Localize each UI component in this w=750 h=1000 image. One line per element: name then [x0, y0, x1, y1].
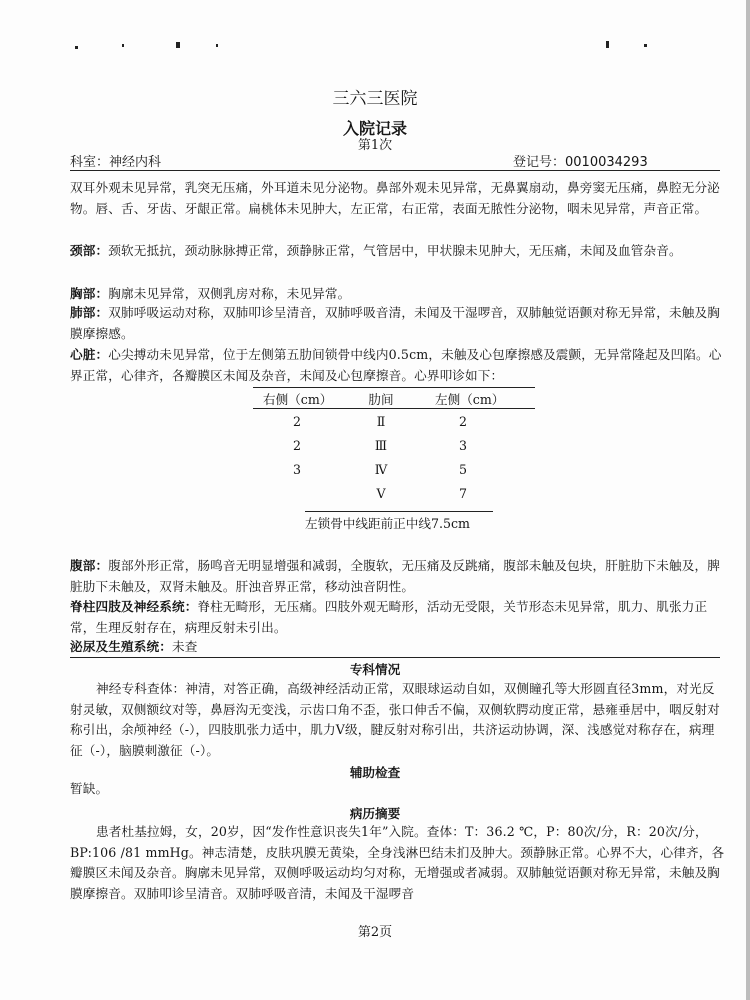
- header-rib: 肋间: [339, 388, 423, 409]
- neck-text: 颈软无抵抗，颈动脉脉搏正常，颈静脉正常，气管居中，甲状腺未见肿大，无压痛，未闻及血管杂音。: [108, 243, 682, 258]
- department: 科室：神经内科: [70, 155, 162, 170]
- section-divider: [70, 657, 720, 658]
- header-right: 右侧（cm）: [253, 388, 339, 409]
- neck-exam: [70, 241, 726, 262]
- spine-text: 脊柱无畸形，无压痛。四肢外观无畸形，活动无受限，关节形态未见异常，肌力、肌张力正常，生理反射存在，病理反射未引出。: [70, 599, 708, 635]
- hospital-name: 三六三医院: [332, 89, 418, 109]
- auxiliary-text: 暂缺。: [70, 781, 109, 796]
- cell-right: [253, 481, 339, 505]
- lung-label: 肺部：: [70, 305, 109, 320]
- cell-rib: Ⅲ: [374, 437, 388, 453]
- cell-right: 3: [293, 461, 302, 477]
- visit-number: 第1次: [357, 138, 393, 153]
- scan-speck: [216, 44, 218, 47]
- header-left: 左侧（cm）: [423, 388, 535, 409]
- table-row: [253, 457, 535, 481]
- scan-speck: [644, 44, 647, 47]
- cell-left: 2: [459, 413, 468, 429]
- table-row: [253, 409, 535, 434]
- abdomen-label: 腹部：: [70, 558, 109, 573]
- neck-label: 颈部：: [70, 243, 109, 258]
- specialty-text: 神经专科查体：神清，对答正确，高级神经活动正常，双眼球运动自如，双侧瞳孔等大形圆直径3mm，对光反射灵敏，双侧额纹对等，鼻唇沟无变浅，示齿口角不歪，张口伸舌不偏，双侧软腭动度正常，悬雍垂居中，咽反射对称引出，余颅神经（-），四肢肌张力适中，肌力Ⅴ级，腱反射对称引出，共济运动协调，深、浅感觉对称存在，病理征（-），脑膜刺激征（-）。: [70, 681, 720, 758]
- specialty-title: 专科情况: [349, 662, 401, 677]
- lung-text: 双肺呼吸运动对称，双肺叩诊呈清音，双肺呼吸音清，未闻及干湿啰音，双肺触觉语颤对称无异常，未触及胸膜摩擦感。: [70, 305, 720, 341]
- table-footnote: 左锁骨中线距前正中线7.5cm: [305, 511, 493, 532]
- summary-title: 病历摘要: [349, 806, 401, 821]
- registration-number: 登记号：0010034293: [513, 155, 648, 170]
- spine-exam: [70, 597, 726, 638]
- cell-left: 7: [459, 485, 468, 501]
- heart-label: 心脏：: [70, 347, 109, 362]
- abdomen-text: 腹部外形正常，肠鸣音无明显增强和减弱，全腹软，无压痛及反跳痛，腹部未触及包块，肝脏肋下未触及，脾脏肋下未触及，双肾未触及。肝浊音界正常，移动浊音阴性。: [70, 558, 720, 594]
- abdomen-exam: [70, 556, 726, 597]
- chest-text: 胸廓未见异常，双侧乳房对称，未见异常。: [108, 286, 351, 301]
- chest-exam: [70, 284, 726, 305]
- cell-right: 2: [293, 413, 302, 429]
- scan-speck: [122, 44, 124, 47]
- table-row: [253, 481, 535, 505]
- header-divider: [70, 170, 720, 171]
- summary-text: 患者杜基拉姆，女，20岁，因“发作性意识丧失1年”入院。查体：T：36.2 ℃，P：80次/分，R：20次/分，BP:106 /81 mmHg。神志清楚，皮肤巩膜无黄染，全身浅淋巴结未扪及肿大。颈静脉正常。心界不大，心律齐，各瓣膜区未闻及杂音。胸廓未见异常，双侧呼吸运动均匀对称，无增强或者减弱。双肺触觉语颤对称无异常，未触及胸膜摩擦音。双肺叩诊呈清音。双肺呼吸音清，未闻及干湿啰音: [70, 824, 725, 901]
- lung-exam: [70, 303, 726, 344]
- cell-rib: Ⅱ: [376, 413, 386, 429]
- auxiliary-title: 辅助检查: [349, 765, 401, 780]
- scan-speck: [176, 42, 180, 48]
- cell-right: 2: [293, 437, 302, 453]
- heart-text: 心尖搏动未见异常，位于左侧第五肋间锁骨中线内0.5cm，未触及心包摩擦感及震颤，无异常隆起及凹陷。心界正常，心律齐，各瓣膜区未闻及杂音，未闻及心包摩擦音。心界叩诊如下：: [70, 347, 722, 383]
- cell-rib: Ⅳ: [374, 461, 388, 477]
- cell-left: 5: [459, 461, 468, 477]
- scan-speck: [606, 41, 609, 48]
- cell-rib: Ⅴ: [376, 485, 386, 501]
- ent-text: 双耳外观未见异常，乳突无压痛，外耳道未见分泌物。鼻部外观未见异常，无鼻翼扇动，鼻旁窦无压痛，鼻腔无分泌物。唇、舌、牙齿、牙龈正常。扁桃体未见肿大，左正常，右正常，表面无脓性分泌物，咽未见异常，声音正常。: [70, 180, 720, 216]
- uro-exam: [70, 637, 726, 658]
- cell-left: 3: [459, 437, 468, 453]
- uro-label: 泌尿及生殖系统：: [70, 639, 172, 654]
- heart-exam: [70, 345, 726, 386]
- table-header-row: [253, 388, 535, 409]
- page-number: 第2页: [357, 925, 393, 940]
- heart-percussion-table: [253, 387, 535, 505]
- scan-speck: [75, 46, 78, 49]
- spine-label: 脊柱四肢及神经系统：: [70, 599, 198, 614]
- document-title: 入院记录: [342, 119, 407, 138]
- uro-text: 未查: [171, 639, 198, 654]
- ent-exam: [70, 178, 726, 219]
- chest-label: 胸部：: [70, 286, 109, 301]
- table-row: [253, 433, 535, 457]
